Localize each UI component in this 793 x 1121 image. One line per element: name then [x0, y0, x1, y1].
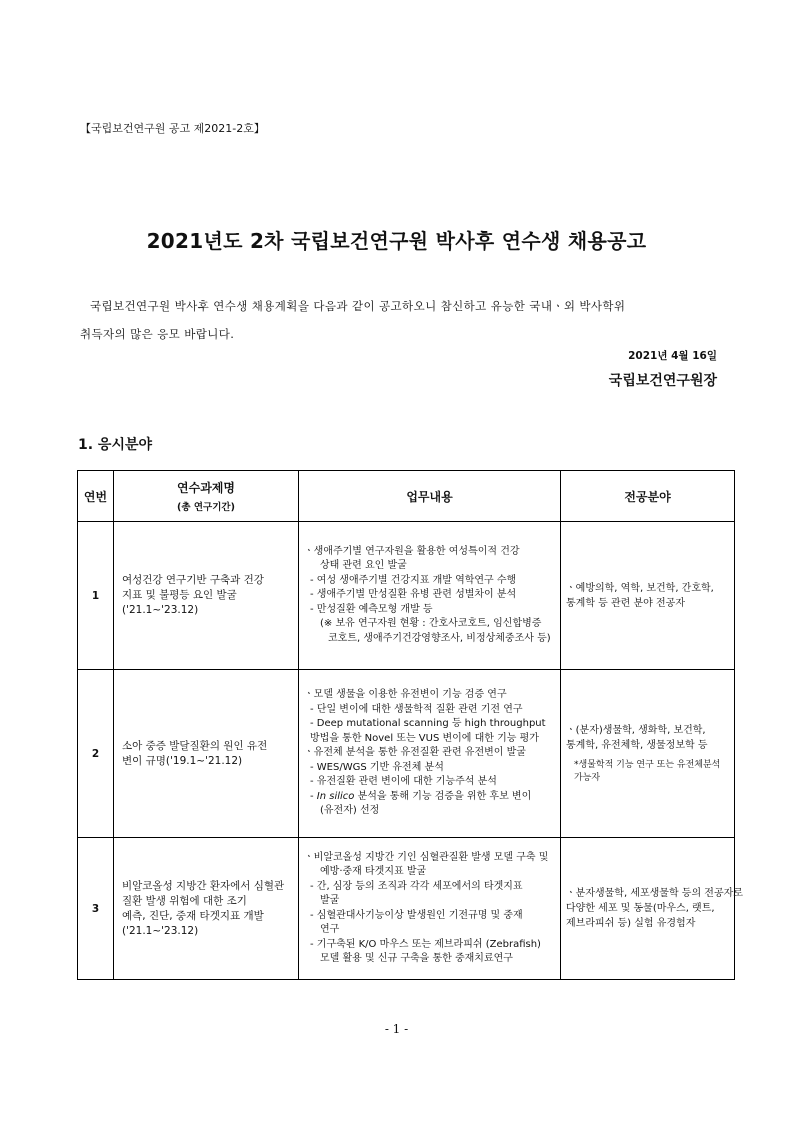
project-line: 소아 중증 발달질환의 원인 유전: [122, 739, 268, 752]
field-line: 다양한 세포 및 동물(마우스, 랫트,: [566, 903, 715, 914]
row-project: [114, 838, 299, 980]
project-line: 비알코올성 지방간 환자에서 심혈관: [122, 879, 285, 892]
project-line: 변이 규명('19.1~'21.12): [122, 754, 243, 767]
field-note: [566, 759, 730, 785]
row-field: [561, 838, 743, 980]
page-number: - 1 -: [384, 1022, 409, 1036]
project-line: 예측, 진단, 중재 타겟지표 개발: [122, 909, 264, 922]
intro-paragraph: [80, 292, 720, 348]
task-line: (유전자) 선정: [320, 805, 380, 817]
task-line: 상태 관련 요인 발굴: [320, 560, 407, 572]
task-line: - 단일 변이에 대한 생물학적 질환 관련 기전 연구: [310, 703, 523, 715]
row-field: [561, 670, 735, 838]
field-note-line: *생물학적 기능 연구 또는 유전체분석: [574, 759, 721, 770]
row-project: [114, 522, 299, 670]
task-line: - 심혈관대사기능이상 발생원인 기전규명 및 중재: [310, 909, 523, 921]
header-project-sub: (총 연구기간): [177, 502, 235, 513]
task-line: - 여성 생애주기별 건강지표 개발 역학연구 수행: [310, 574, 517, 586]
task-line: - WES/WGS 기반 유전체 분석: [310, 761, 444, 773]
project-line: ('21.1~'23.12): [122, 924, 199, 937]
notice-number: 【국립보건연구원 공고 제2021-2호】: [80, 122, 265, 135]
table-body: [78, 522, 743, 980]
project-line: 지표 및 불평등 요인 발굴: [122, 589, 237, 601]
header-tasks: 업무내용: [299, 471, 561, 522]
header-field: 전공분야: [561, 471, 735, 522]
table-row: [78, 522, 735, 670]
project-line: ('21.1~'23.12): [122, 604, 199, 616]
row-no: 3: [78, 838, 114, 980]
field-line: 제브라피쉬 등) 실험 유경험자: [566, 918, 696, 929]
header-project: [114, 471, 299, 522]
field-line: ㆍ예방의학, 역학, 보건학, 간호학,: [566, 582, 714, 594]
header-no: 연번: [78, 471, 114, 522]
row-no: 2: [78, 670, 114, 838]
task-line: (※ 보유 연구자원 현황 : 간호사코호트, 임신합병증: [320, 618, 542, 630]
task-line: - 만성질환 예측모형 개발 등: [310, 603, 433, 615]
intro-line-2: 취득자의 많은 응모 바랍니다.: [80, 327, 235, 341]
task-line: - 간, 심장 등의 조직과 각각 세포에서의 타겟지표: [310, 880, 523, 892]
task-line: 모델 활용 및 신규 구축을 통한 중재치료연구: [320, 953, 513, 964]
section-title-application-field: 1. 응시분야: [78, 437, 153, 453]
page-title: 2021년도 2차 국립보건연구원 박사후 연수생 채용공고: [146, 229, 647, 253]
task-line: 예방·중재 타겟지표 발굴: [320, 866, 427, 877]
notice-date: 2021년 4월 16일: [628, 350, 717, 362]
task-line: - In silico 분석을 통해 기능 검증을 위한 후보 변이: [310, 790, 532, 802]
task-line: ㆍ모델 생물을 이용한 유전변이 기능 검증 연구: [304, 689, 507, 701]
task-line: ㆍ비알코올성 지방간 기인 심혈관질환 발생 모델 구축 및: [304, 851, 549, 863]
field-line: 통계학, 유전체학, 생물정보학 등: [566, 739, 708, 751]
table-row: [78, 838, 735, 980]
task-line: - 유전질환 관련 변이에 대한 기능주석 분석: [310, 776, 497, 788]
row-tasks: [299, 670, 561, 838]
task-line: 방법을 통한 Novel 또는 VUS 변이에 대한 기능 평가: [310, 732, 539, 744]
table-row: [78, 670, 735, 838]
task-line: ㆍ유전체 분석을 통한 유전질환 관련 유전변이 발굴: [304, 747, 526, 759]
task-line: 연구: [320, 924, 340, 935]
task-line: - 기구축된 K/O 마우스 또는 제브라피쉬 (Zebrafish): [310, 938, 541, 950]
table-header-row: [78, 471, 735, 522]
field-line: ㆍ분자생물학, 세포생물학 등의 전공자로: [566, 888, 743, 899]
header-project-label: 연수과제명: [177, 481, 235, 495]
row-field: [561, 522, 735, 670]
field-line: 통계학 등 관련 분야 전공자: [566, 597, 685, 609]
row-no: 1: [78, 522, 114, 670]
task-line: - 생애주기별 만성질환 유병 관련 성별차이 분석: [310, 589, 517, 601]
field-note-line: 가능자: [574, 772, 601, 783]
row-tasks: [299, 522, 561, 670]
field-line: ㆍ(분자)생물학, 생화학, 보건학,: [566, 724, 706, 736]
task-line: - Deep mutational scanning 등 high throughput: [310, 718, 546, 730]
task-line: 코호트, 생애주기건강영향조사, 비정상체중조사 등): [328, 632, 551, 644]
intro-line-1: 국립보건연구원 박사후 연수생 채용계획을 다음과 같이 공고하오니 참신하고 유능한 국내ㆍ외 박사학위: [90, 299, 626, 313]
signer: 국립보건연구원장: [608, 373, 717, 389]
project-line: 질환 발생 위험에 대한 조기: [122, 894, 247, 907]
task-line: 발굴: [320, 895, 340, 906]
recruitment-table: [77, 470, 743, 980]
row-tasks: [299, 838, 561, 980]
project-line: 여성건강 연구기반 구축과 건강: [122, 574, 264, 586]
row-project: [114, 670, 299, 838]
task-line: ㆍ생애주기별 연구자원을 활용한 여성특이적 건강: [304, 545, 520, 557]
